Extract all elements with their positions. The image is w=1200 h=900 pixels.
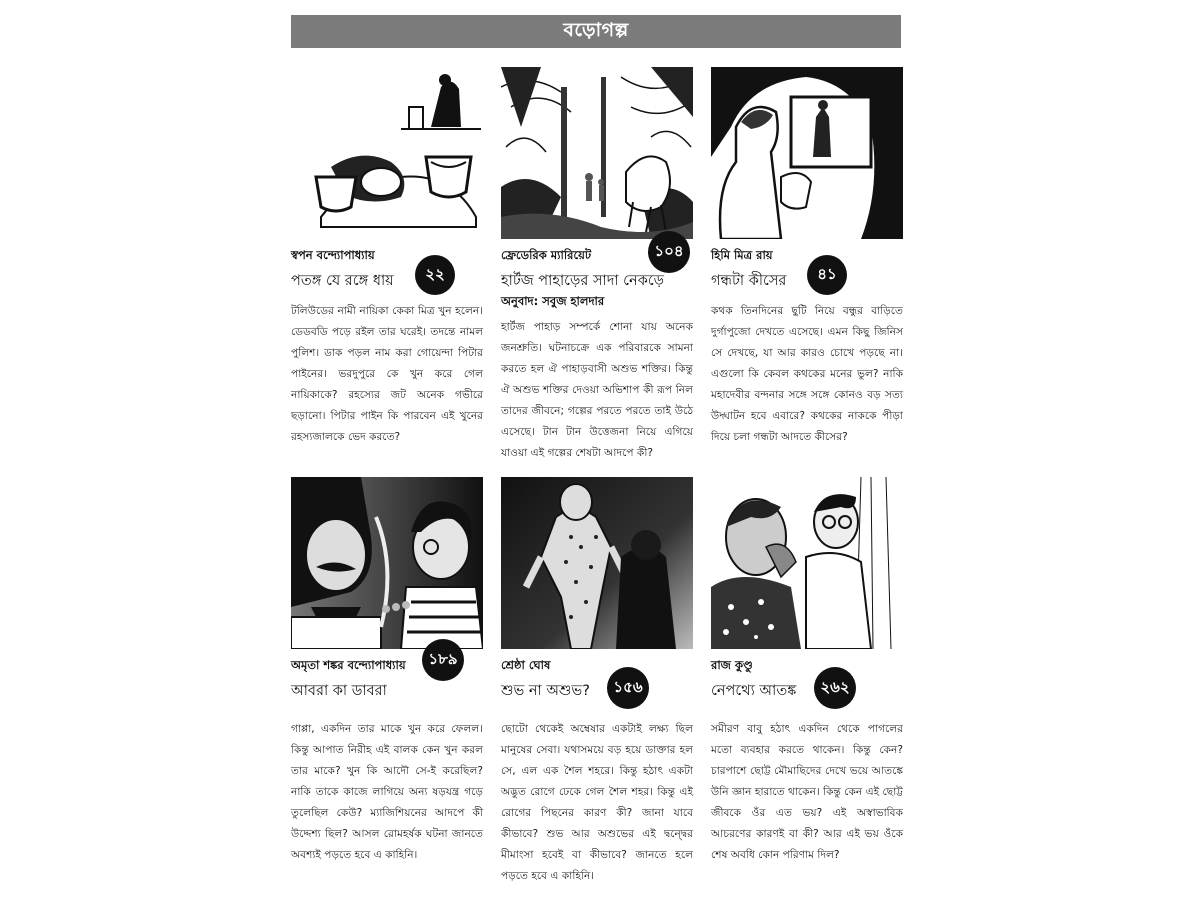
story-author: হিমি মিত্র রায়	[711, 248, 773, 262]
story-blurb: ছোটো থেকেই অম্বেষার একটাই লক্ষ্য ছিল মানুষের সেবা। যথাসময়ে বড় হয়ে ডাক্তার হল সে, এল এক শৈল শহরে। কিন্তু হঠাৎ একটা অদ্ভুত রোগে ঢেকে গেল শৈল শহর। কিন্তু এই রোগের পিছনের কারণ কী? জানা যাবে কীভাবে? শুভ আর অশুভের এই দ্বন্দ্বের মীমাংসা হবেই বা কীভাবে? জানতে হলে পড়তে হবে এ কাহিনি।	[501, 723, 693, 882]
story-author: রাজ কুণ্ডু	[711, 658, 753, 672]
story-card[interactable]	[711, 67, 903, 448]
page-number-badge: ২২	[415, 255, 455, 295]
story-author: শ্রেষ্ঠা ঘোষ	[501, 658, 551, 672]
story-author: স্বপন বন্দ্যোপাধ্যায়	[291, 248, 375, 262]
story-title[interactable]: আবরা কা ডাবরা	[291, 683, 387, 699]
page-number-badge: ৪১	[807, 255, 847, 295]
story-card[interactable]	[291, 67, 483, 448]
story-card[interactable]	[501, 67, 693, 464]
story-author: অমৃতা শঙ্কর বন্দ্যোপাধ্যায়	[291, 658, 406, 672]
section-title: বড়োগল্প	[291, 15, 901, 48]
story-title[interactable]: নেপথ্যে আতঙ্ক	[711, 683, 797, 699]
story-blurb: সমীরণ বাবু হঠাৎ একদিন থেকে পাগলের মতো ব্যবহার করতে থাকেন। কিন্তু কেন? চারপাশে ছোট্ট মৌমাছিদের দেখে ভয়ে আতঙ্কে উনি জ্ঞান হারাতে থাকেন। কিন্তু কেন এই ছোট্ট জীবকে ওঁর এত ভয়? এই অস্বাভাবিক আচরণের কারণই বা কী? আর এই ভয় ওঁকে শেষ অবধি কোন পরিণাম দিল?	[711, 723, 903, 861]
page-number-badge: ১৫৬	[607, 667, 649, 709]
story-title[interactable]: পতঙ্গ যে রঙ্গে ধায়	[291, 273, 394, 289]
story-author: ফ্রেডেরিক ম্যারিয়েট	[501, 248, 592, 262]
story-translator: অনুবাদ: সবুজ হালদার	[501, 294, 605, 308]
story-illustration	[291, 477, 483, 649]
story-illustration	[711, 67, 903, 239]
story-illustration	[501, 67, 693, 239]
story-illustration	[711, 477, 903, 649]
story-blurb: গাপ্পা, একদিন তার মাকে খুন করে ফেলল। কিন্তু আপাত নিরীহ এই বালক কেন খুন করল তার মাকে? খুন কি আদৌ সে-ই করেছিল? নাকি তাকে কাজে লাগিয়ে অন্য ষড়যন্ত্র গড়ে তুলেছিল কেউ? ম্যাজিশিয়নের আদপে কী উদ্দেশ্য ছিল? আসল রোমহর্ষক ঘটনা জানতে অবশ্যই পড়তে হবে এ কাহিনি।	[291, 723, 483, 861]
story-title[interactable]: গন্ধটা কীসের	[711, 273, 787, 289]
story-illustration	[291, 67, 483, 239]
page-number-badge: ১৮৯	[422, 639, 464, 681]
story-card[interactable]	[501, 477, 693, 887]
story-title[interactable]: শুভ না অশুভ?	[501, 683, 590, 699]
page-number-badge: ১০৪	[648, 231, 690, 273]
story-card[interactable]	[711, 477, 903, 866]
story-blurb: কথক তিনদিনের ছুটি নিয়ে বন্ধুর বাড়িতে দুর্গাপুজো দেখতে এসেছে। এমন কিছু জিনিস সে দেখছে, যা আর কারও চোখে পড়ছে না। এগুলো কি কেবল কথকের মনের ভুল? নাকি মহাদেবীর বন্দনার সঙ্গে সঙ্গে কোনও বড় সত্য উদ্ঘাটন হবে এবারে? কথকের নাককে পীড়া দিয়ে চলা গন্ধটা আদতে কীসের?	[711, 305, 903, 443]
story-blurb: হার্টজ পাহাড় সম্পর্কে শোনা যায় অনেক জনশ্রুতি। ঘটনাচক্রে এক পরিবারকে সামনা করতে হল ঐ পাহাড়বাসী অশুভ শক্তির। কিন্তু ঐ অশুভ শক্তির দেওয়া অভিশাপ কী রূপ নিল তাদের জীবনে; গল্পের পরতে পরতে তাই উঠে এসেছে। টান টান উত্তেজনা নিয়ে এগিয়ে যাওয়া এই গল্পের শেষটা আদপে কী?	[501, 321, 693, 459]
story-blurb: টলিউডের নামী নায়িকা কেকা মিত্র খুন হলেন। ডেডবডি পড়ে রইল তার ঘরেই। তদন্তে নামল পুলিশ। ডাক পড়ল নাম করা গোয়েন্দা পিটার পাইনের। ভরদুপুরে কে খুন করে গেল নায়িকাকে? রহস্যের জট অনেক গভীরে ছড়ানো। পিটার পাইন কি পারবেন এই খুনের রহস্যজালকে ভেদ করতে?	[291, 305, 483, 443]
story-card[interactable]	[291, 477, 483, 866]
story-illustration	[501, 477, 693, 649]
story-title[interactable]: হার্টজ পাহাড়ের সাদা নেকড়ে	[501, 273, 665, 289]
page-number-badge: ২৬২	[814, 667, 856, 709]
